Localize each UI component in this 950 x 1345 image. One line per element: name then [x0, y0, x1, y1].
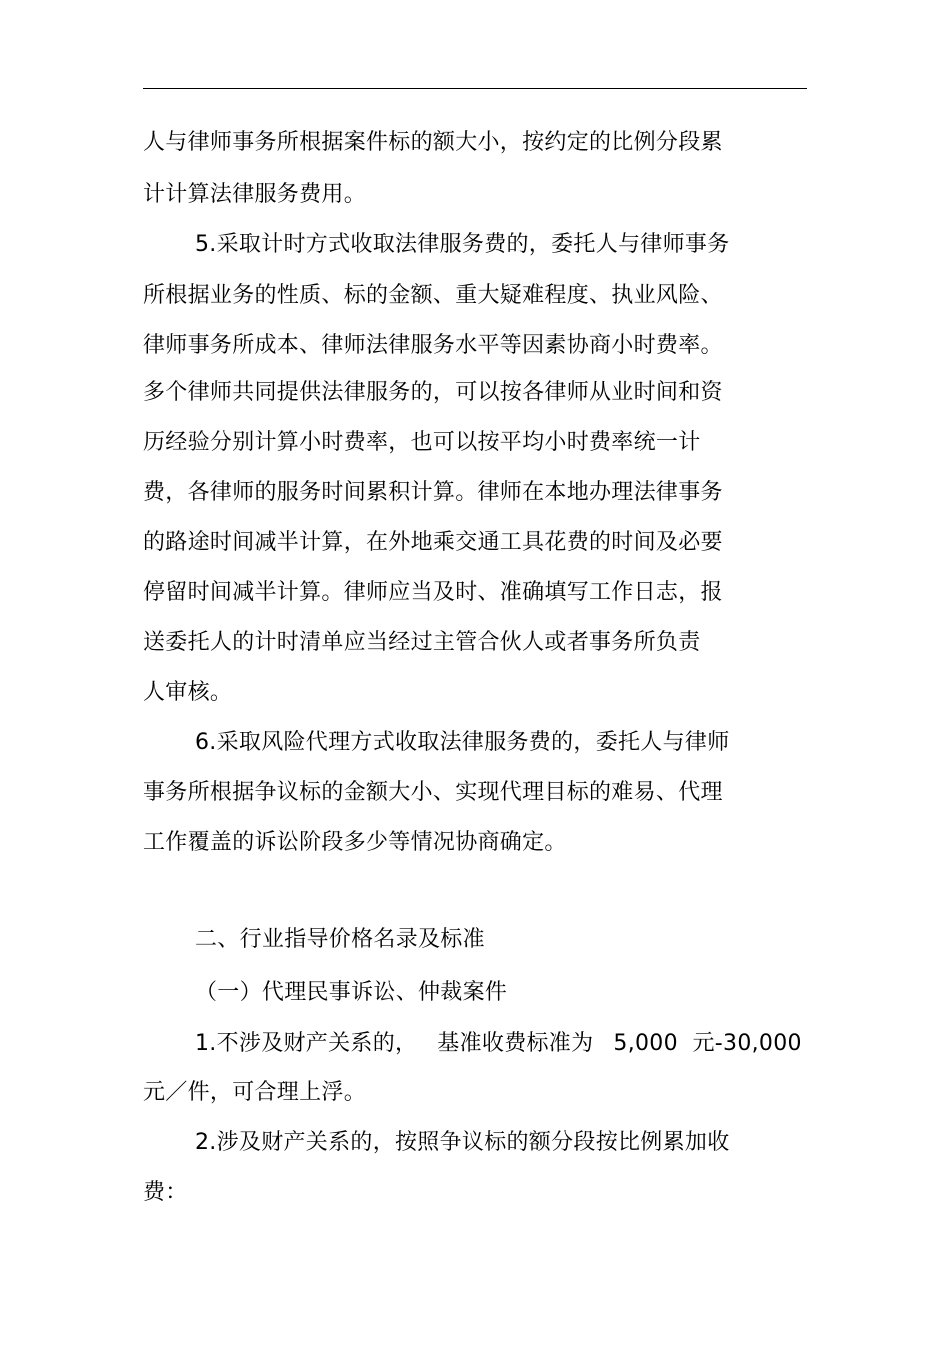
- paragraph-line: 6.采取风险代理方式收取法律服务费的，委托人与律师: [195, 730, 730, 755]
- paragraph-line: 多个律师共同提供法律服务的，可以按各律师从业时间和资: [143, 380, 723, 405]
- paragraph-line: 计计算法律服务费用。: [143, 182, 367, 207]
- paragraph-line: 所根据业务的性质、标的金额、重大疑难程度、执业风险、: [143, 283, 723, 308]
- paragraph-line: 的路途时间减半计算，在外地乘交通工具花费的时间及必要: [143, 530, 723, 555]
- fee-line-part1: 1.不涉及财产关系的，: [195, 1031, 418, 1056]
- paragraph-line: 历经验分别计算小时费率，也可以按平均小时费率统一计: [143, 430, 701, 455]
- paragraph-line: 费：: [143, 1180, 188, 1205]
- subsection-heading: （一）代理民事诉讼、仲裁案件: [195, 980, 508, 1005]
- paragraph-line: 2.涉及财产关系的，按照争议标的额分段按比例累加收: [195, 1130, 730, 1155]
- fee-standard-line: [195, 1029, 802, 1059]
- paragraph-line: 工作覆盖的诉讼阶段多少等情况协商确定。: [143, 830, 567, 855]
- section-heading: 二、行业指导价格名录及标准: [195, 927, 485, 952]
- paragraph-line: 事务所根据争议标的金额大小、实现代理目标的难易、代理: [143, 780, 723, 805]
- paragraph-line: 元／件，可合理上浮。: [143, 1080, 367, 1105]
- paragraph-line: 人与律师事务所根据案件标的额大小，按约定的比例分段累: [143, 130, 723, 155]
- paragraph-line: 律师事务所成本、律师法律服务水平等因素协商小时费率。: [143, 333, 723, 358]
- paragraph-line: 费，各律师的服务时间累积计算。律师在本地办理法律事务: [143, 480, 723, 505]
- paragraph-line: 人审核。: [143, 680, 233, 705]
- fee-line-part2: 基准收费标准为: [437, 1031, 594, 1056]
- paragraph-line: 停留时间减半计算。律师应当及时、准确填写工作日志，报: [143, 580, 723, 605]
- paragraph-line: 送委托人的计时清单应当经过主管合伙人或者事务所负责: [143, 630, 701, 655]
- fee-line-part4: 元-30,000: [692, 1031, 802, 1056]
- header-rule: [143, 88, 807, 89]
- paragraph-line: 5.采取计时方式收取法律服务费的，委托人与律师事务: [195, 232, 730, 257]
- fee-line-part3: 5,000: [613, 1031, 678, 1056]
